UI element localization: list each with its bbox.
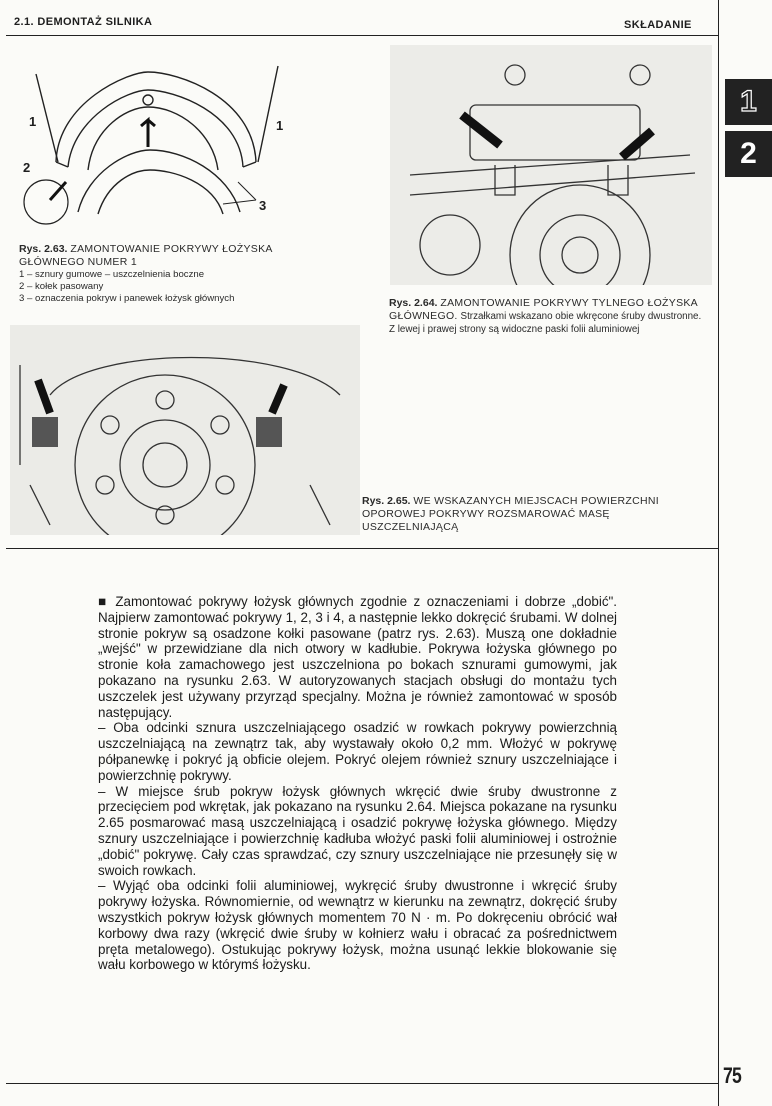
legend-item: 1 – sznury gumowe – uszczelnienia boczne <box>19 269 205 280</box>
caption-title: ZAMONTOWANIE POKRYWY TYLNEGO ŁOŻYSKA GŁÓWNEGO. <box>389 297 698 322</box>
caption-title: ZAMONTOWANIE POKRYWY ŁOŻYSKA <box>70 243 273 255</box>
legend-item: 2 – kołek pasowany <box>19 281 104 292</box>
footer-rule <box>6 1083 718 1084</box>
chapter-tab-2: 2 <box>725 131 772 177</box>
callout-1-right: 1 <box>276 118 284 133</box>
callout-2: 2 <box>23 160 31 175</box>
page-number: 75 <box>723 1063 741 1088</box>
caption-number: Rys. 2.65. <box>362 495 411 507</box>
caption-number: Rys. 2.63. <box>19 243 68 255</box>
paragraph: – W miejsce śrub pokryw łożysk głównych wkręcić dwie śruby dwustronne z przecięciem pod wkrętak, jak pokazano na rysunku 2.64. Miejsca pokazane na rysunku 2.65 posmarować masą uszczelniającą i osadzić pokrywę łożyska głównego. Między sznury uszczelniające i powierzchnię kadłuba włożyć paski folii aluminiowej i ostrożnie „dobić" pokrywę. Cały czas sprawdzać, czy sznury uszczelniające nie przesunęły się w swoich rowkach. <box>98 783 617 878</box>
figure-2-65-photo <box>10 325 360 535</box>
running-header-section: 2.1. DEMONTAŻ SILNIKA <box>14 16 153 28</box>
chapter-tab-1: 1 <box>725 79 772 125</box>
figure-2-64-caption <box>389 297 709 336</box>
caption-text: Strzałkami wskazano obie wkręcone śruby dwustronne. Z lewej i prawej strony są widoczne paski folii aluminiowej <box>389 311 702 335</box>
bullet-icon: ■ <box>98 594 109 609</box>
header-rule <box>6 35 718 36</box>
bearing-cap-drawing <box>18 52 294 232</box>
caption-title: WE WSKAZANYCH MIEJSCACH POWIERZCHNI OPOROWEJ POKRYWY ROZSMAROWAĆ MASĘ USZCZELNIAJĄCĄ <box>362 495 659 533</box>
crank-flange-photo <box>10 325 360 535</box>
figure-2-63-illustration <box>18 52 294 232</box>
figure-2-64-photo <box>390 45 712 285</box>
paragraph: ■ Zamontować pokrywy łożysk głównych zgodnie z oznaczeniami i dobrze „dobić". Najpierw zamontować pokrywy 1, 2, 3 i 4, a następnie lekko dokręcić śrubami. W dolnej stronie pokryw są osadzone kołki pasowane (patrz rys. 2.63). Muszą one dokładnie „wejść" w przewidziane dla nich otwory w kadłubie. Pokrywa łożyska głównego po stronie koła zamachowego jest uszczelniona po bokach sznurami gumowymi, jak pokazano na rysunku 2.63. W autoryzowanych stacjach obsługi do montażu tych uszczelek jest używany przyrząd specjalny. Można je również zamontować w sposób następujący. <box>98 594 617 720</box>
margin-rule <box>718 0 719 1106</box>
callout-3: 3 <box>259 198 267 213</box>
running-header-chapter: SKŁADANIE <box>624 19 692 31</box>
instruction-text <box>98 594 617 973</box>
caption-number: Rys. 2.64. <box>389 297 438 309</box>
legend-item: 3 – oznaczenia pokryw i panewek łożysk głównych <box>19 293 235 304</box>
figure-2-65-caption <box>362 495 707 534</box>
rear-bearing-photo <box>390 45 712 285</box>
section-rule <box>6 548 718 549</box>
paragraph: – Oba odcinki sznura uszczelniającego osadzić w rowkach pokrywy powierzchnią uszczelniającą na zewnątrz tak, aby wystawały około 0,2 mm. Włożyć w pokrywę półpanewkę i pokryć ją obficie olejem. Pokryć olejem również sznury uszczelniające i powierzchnię pokrywy. <box>98 720 617 783</box>
caption-title-cont: GŁÓWNEGO NUMER 1 <box>19 256 137 268</box>
figure-2-63-caption <box>19 243 309 305</box>
callout-1-left: 1 <box>29 114 37 129</box>
paragraph: – Wyjąć oba odcinki folii aluminiowej, wykręcić śruby dwustronne i wkręcić śruby pokrywy łożyska. Równomiernie, od wewnątrz w kierunku na zewnątrz, dokręcić śruby wszystkich pokryw łożysk głównych momentem 70 N · m. Po dokręceniu obrócić wał korbowy dwa razy (wkręcić dwie śruby w kołnierz wału i obracać za pośrednictwem pręta metalowego). Ostukując pokrywy łożysk, można usunąć lekkie blokowanie się wału korbowego w którymś łożysku. <box>98 878 617 973</box>
